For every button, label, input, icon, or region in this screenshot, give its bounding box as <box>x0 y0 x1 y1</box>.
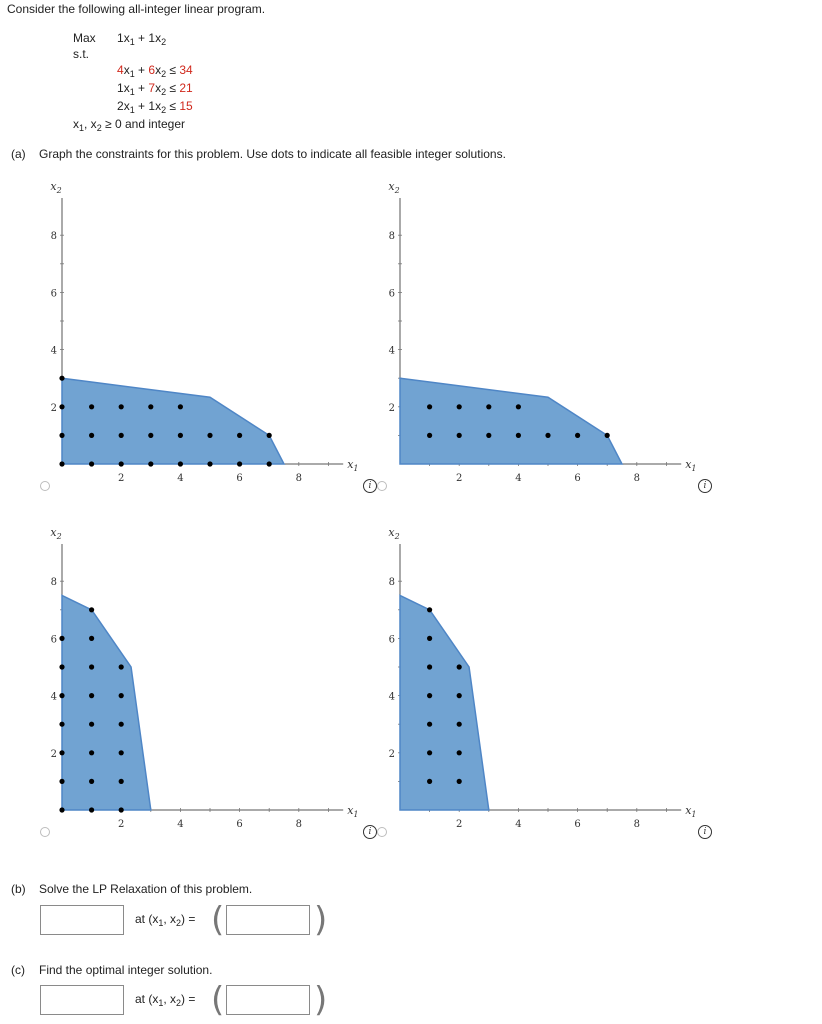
x-axis-label: $x_1$ <box>347 458 359 473</box>
integer-point <box>59 779 64 784</box>
info-icon[interactable]: i <box>698 479 712 493</box>
integer-point <box>178 404 183 409</box>
integer-point <box>237 461 242 466</box>
y-tick-label: 4 <box>50 691 57 703</box>
y-tick-label: 8 <box>388 577 395 589</box>
integer-point <box>457 779 462 784</box>
y-tick-label: 8 <box>50 231 57 243</box>
st-label: s.t. <box>73 47 90 61</box>
feasible-region <box>62 378 284 464</box>
open-paren: ( <box>211 980 225 1020</box>
integer-point <box>178 461 183 466</box>
feasible-region <box>400 596 489 811</box>
integer-point <box>119 404 124 409</box>
constraint-3: $2x_1 + 1x_2 \le 15$ <box>117 99 193 115</box>
integer-point <box>457 750 462 755</box>
y-tick-label: 4 <box>388 345 395 357</box>
integer-point <box>89 807 94 812</box>
integer-point <box>89 461 94 466</box>
integer-point <box>457 693 462 698</box>
integer-point <box>545 433 550 438</box>
integer-point <box>486 433 491 438</box>
integer-point <box>59 693 64 698</box>
feasible-region <box>400 378 622 464</box>
integer-point <box>59 664 64 669</box>
x-tick-label: 8 <box>295 819 302 830</box>
integer-point <box>89 607 94 612</box>
integer-point <box>89 404 94 409</box>
y-tick-label: 8 <box>388 231 395 243</box>
integer-point <box>119 461 124 466</box>
x-tick-label: 8 <box>295 473 302 484</box>
integer-point <box>178 433 183 438</box>
y-tick-label: 2 <box>388 402 395 414</box>
x-tick-label: 6 <box>574 473 581 484</box>
integer-point <box>89 433 94 438</box>
intro-text: Consider the following all-integer linear program. <box>7 2 266 16</box>
info-icon[interactable]: i <box>363 825 377 839</box>
integer-point <box>427 750 432 755</box>
integer-point <box>516 433 521 438</box>
integer-point <box>119 664 124 669</box>
y-axis-label: $x_2$ <box>388 180 400 196</box>
close-paren: ) <box>314 900 328 940</box>
integer-point <box>267 461 272 466</box>
integer-point <box>89 779 94 784</box>
integer-point <box>119 750 124 755</box>
part-b-label: (b) <box>11 882 26 896</box>
integer-point <box>148 461 153 466</box>
x-tick-label: 6 <box>236 473 243 484</box>
x-tick-label: 4 <box>177 473 184 484</box>
x-tick-label: 4 <box>515 473 522 484</box>
integer-point <box>59 376 64 381</box>
lp-solution-input[interactable] <box>226 905 310 935</box>
y-tick-label: 4 <box>50 345 57 357</box>
integer-point <box>119 433 124 438</box>
y-tick-label: 4 <box>388 691 395 703</box>
part-a-label: (a) <box>11 147 26 161</box>
x-tick-label: 8 <box>633 819 640 830</box>
feasible-region <box>62 596 151 811</box>
integer-point <box>148 433 153 438</box>
integer-objective-value-input[interactable] <box>40 985 124 1015</box>
info-icon[interactable]: i <box>698 825 712 839</box>
integer-point <box>427 404 432 409</box>
integer-point <box>427 722 432 727</box>
radio-option-3[interactable] <box>40 827 50 837</box>
graph-option-3[interactable] <box>28 512 368 842</box>
y-tick-label: 8 <box>50 577 57 589</box>
integer-point <box>89 693 94 698</box>
integer-point <box>457 404 462 409</box>
objective-function: $1x_1 + 1x_2$ <box>117 31 167 47</box>
integer-point <box>427 433 432 438</box>
integer-point <box>59 433 64 438</box>
integer-point <box>59 461 64 466</box>
integer-point <box>516 404 521 409</box>
integer-point <box>59 750 64 755</box>
integer-point <box>237 433 242 438</box>
radio-option-1[interactable] <box>40 481 50 491</box>
integer-point <box>427 664 432 669</box>
radio-option-2[interactable] <box>377 481 387 491</box>
lp-at-label: at ($x_1$, $x_2$) = <box>135 912 196 928</box>
constraint-2: $1x_1 + 7x_2 \le 21$ <box>117 81 193 97</box>
y-tick-label: 2 <box>50 748 57 760</box>
x-tick-label: 8 <box>633 473 640 484</box>
x-axis-label: $x_1$ <box>347 804 359 819</box>
x-tick-label: 4 <box>177 819 184 830</box>
x-tick-label: 2 <box>456 473 463 484</box>
integer-solution-input[interactable] <box>226 985 310 1015</box>
integer-point <box>427 779 432 784</box>
integer-point <box>207 461 212 466</box>
x-axis-label: $x_1$ <box>685 804 697 819</box>
y-axis-label: $x_2$ <box>50 180 62 196</box>
x-tick-label: 6 <box>236 819 243 830</box>
x-axis-label: $x_1$ <box>685 458 697 473</box>
integer-point <box>59 636 64 641</box>
integer-point <box>427 693 432 698</box>
radio-option-4[interactable] <box>377 827 387 837</box>
part-a-question: Graph the constraints for this problem. Use dots to indicate all feasible integer solutions. <box>39 147 506 161</box>
integer-point <box>427 607 432 612</box>
y-tick-label: 6 <box>50 634 57 646</box>
graph-option-1[interactable] <box>28 166 368 496</box>
y-tick-label: 6 <box>388 288 395 300</box>
integer-point <box>119 779 124 784</box>
x-tick-label: 2 <box>118 819 125 830</box>
x-tick-label: 4 <box>515 819 522 830</box>
y-tick-label: 6 <box>50 288 57 300</box>
max-label: Max <box>73 31 96 45</box>
graph-option-2[interactable] <box>366 166 706 496</box>
integer-point <box>457 722 462 727</box>
integer-point <box>89 664 94 669</box>
integer-point <box>119 693 124 698</box>
lp-objective-value-input[interactable] <box>40 905 124 935</box>
y-axis-label: $x_2$ <box>50 526 62 542</box>
x-tick-label: 2 <box>456 819 463 830</box>
y-tick-label: 2 <box>388 748 395 760</box>
integer-point <box>119 807 124 812</box>
integer-point <box>486 404 491 409</box>
integer-point <box>59 807 64 812</box>
integer-point <box>605 433 610 438</box>
part-b-question: Solve the LP Relaxation of this problem. <box>39 882 253 896</box>
constraint-1: $4x_1 + 6x_2 \le 34$ <box>117 63 193 79</box>
part-c-label: (c) <box>11 963 25 977</box>
integer-at-label: at ($x_1$, $x_2$) = <box>135 992 196 1008</box>
integer-point <box>267 433 272 438</box>
integer-point <box>148 404 153 409</box>
integer-point <box>427 636 432 641</box>
integer-point <box>457 664 462 669</box>
integer-point <box>119 722 124 727</box>
graph-option-4[interactable] <box>366 512 706 842</box>
x-tick-label: 2 <box>118 473 125 484</box>
integer-point <box>89 750 94 755</box>
x-tick-label: 6 <box>574 819 581 830</box>
close-paren: ) <box>314 980 328 1020</box>
integer-point <box>89 636 94 641</box>
integer-point <box>457 433 462 438</box>
part-c-question: Find the optimal integer solution. <box>39 963 213 977</box>
integer-point <box>89 722 94 727</box>
y-axis-label: $x_2$ <box>388 526 400 542</box>
open-paren: ( <box>211 900 225 940</box>
y-tick-label: 2 <box>50 402 57 414</box>
integer-point <box>59 404 64 409</box>
integer-point <box>207 433 212 438</box>
integer-point <box>59 722 64 727</box>
y-tick-label: 6 <box>388 634 395 646</box>
nonnegativity-constraint: $x_1$, $x_2 \ge 0$ and integer <box>73 117 186 133</box>
integer-point <box>575 433 580 438</box>
info-icon[interactable]: i <box>363 479 377 493</box>
